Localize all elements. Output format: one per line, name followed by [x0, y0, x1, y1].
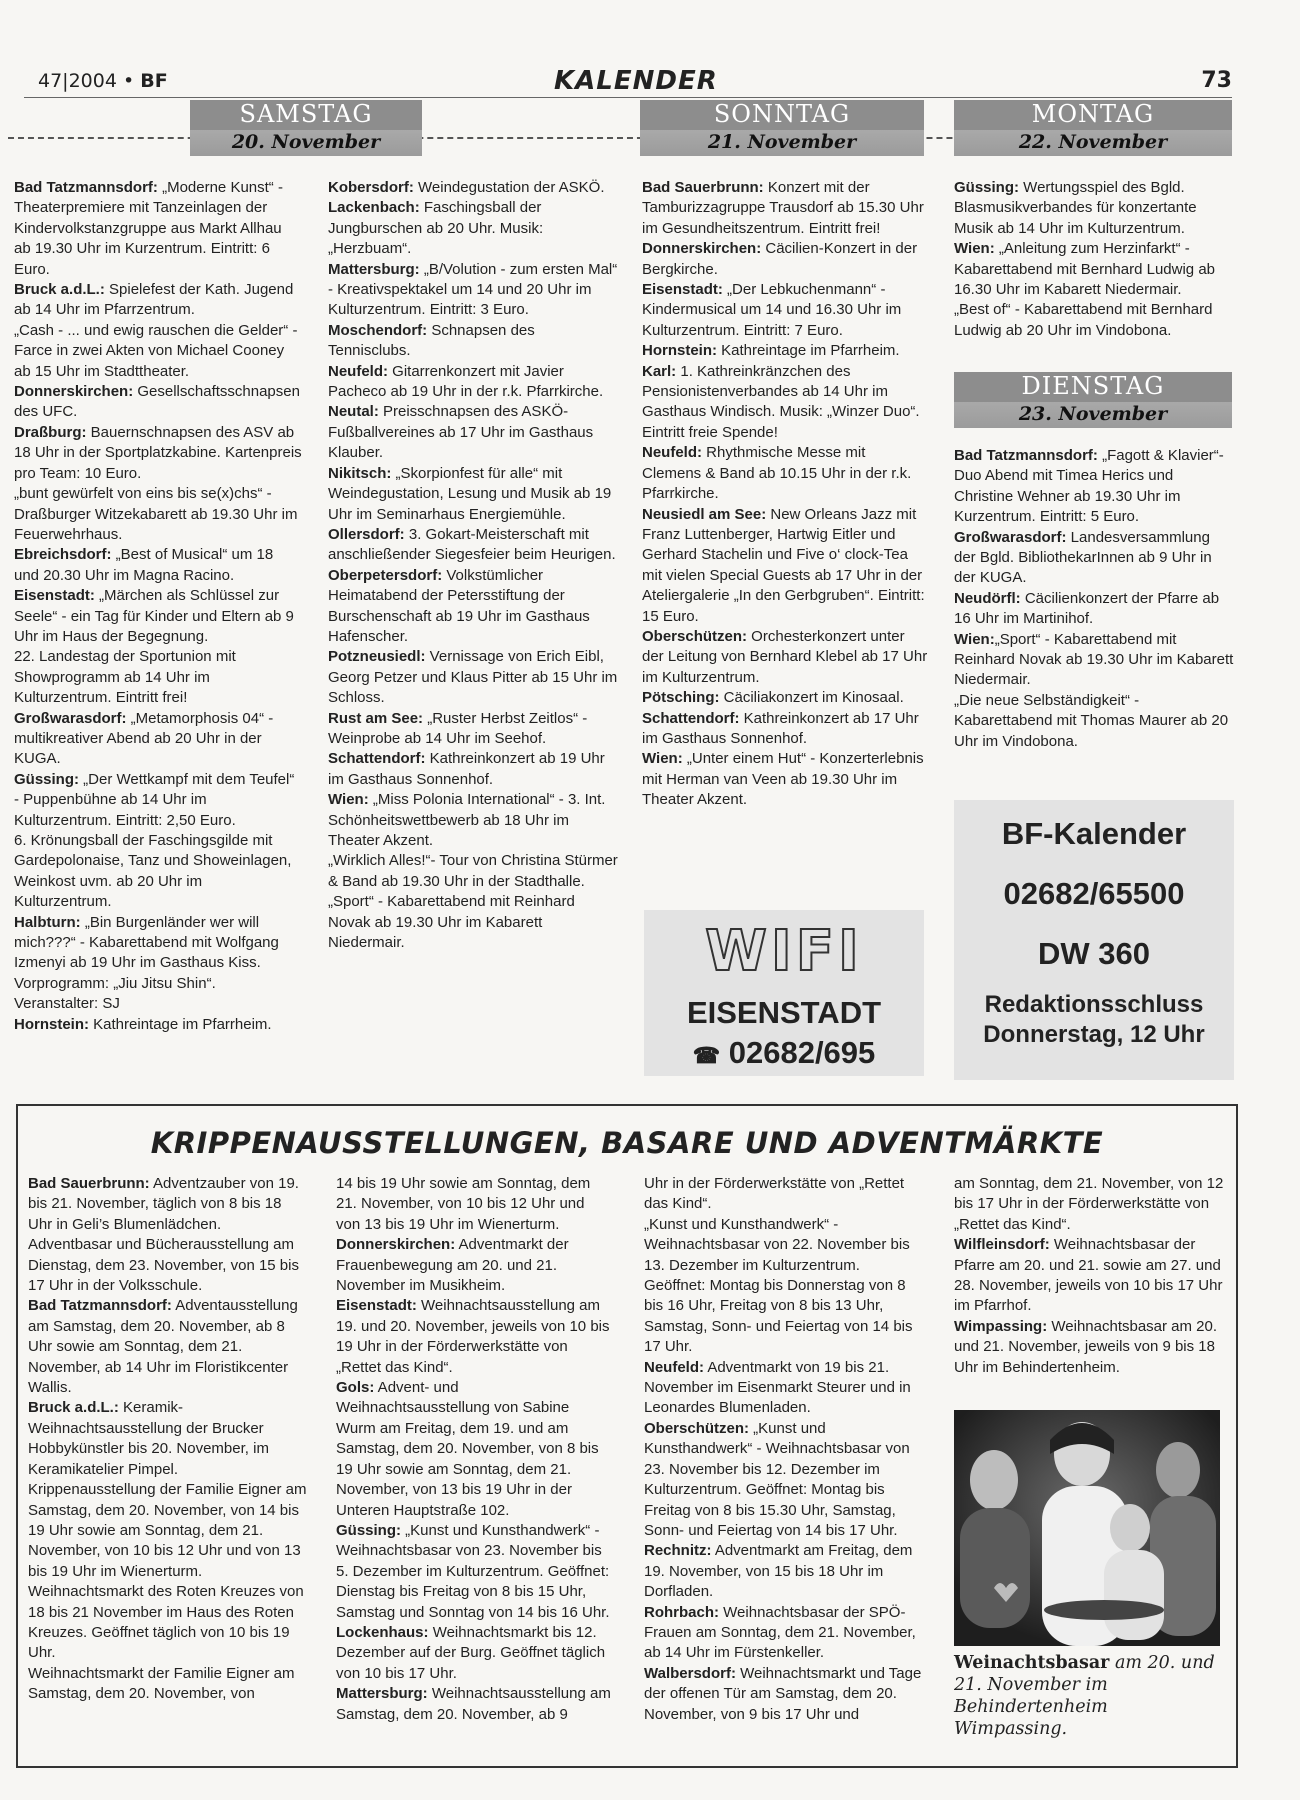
entry-place: Bad Tatzmannsdorf: — [954, 447, 1098, 464]
day-name: DIENSTAG — [1021, 372, 1165, 400]
calendar-entry — [336, 1235, 612, 1296]
calendar-entry — [14, 545, 302, 586]
entry-text: „Best of Musical“ um 18 und 20.30 Uhr im Magna Racino. — [14, 546, 274, 584]
day-band-tuesday — [954, 372, 1232, 428]
entry-text: Adventausstellung am Samstag, dem 20. November, ab 8 Uhr sowie am Sonntag, dem 21. November, ab 14 Uhr im Floristikcenter Wallis. — [28, 1297, 298, 1397]
calendar-entry — [336, 1623, 612, 1684]
entry-place: Wien: — [954, 240, 995, 258]
entry-text: Bauernschnapsen des ASV ab 18 Uhr in der Sportplatzkabine. Kartenpreis pro Team: 10 Euro. — [14, 423, 302, 482]
calendar-entry — [328, 402, 620, 463]
entry-text: Volkstümlicher Heimatabend der Petersstiftung der Burschenschaft ab 19 Uhr im Gasthaus Hafenscher. — [328, 566, 590, 645]
calendar-entry — [328, 851, 620, 892]
bf-kalender-phone: 02682/65500 — [1003, 876, 1185, 911]
sunday-column — [642, 178, 928, 811]
entry-text: Kathreintage im Pfarrheim. — [717, 342, 900, 360]
entry-place: Güssing: — [954, 179, 1020, 196]
advent-markets-title: KRIPPENAUSSTELLUNGEN, BASARE UND ADVENTMÄRKTE — [150, 1126, 1104, 1160]
entry-place: Neudörfl: — [954, 589, 1021, 607]
entry-text: Weihnachtsmarkt und Tage der offenen Tür am Samstag, dem 20. November, von 9 bis 17 Uhr und — [644, 1664, 922, 1723]
calendar-entry — [644, 1358, 924, 1419]
entry-text: Cäcilien-Konzert in der Bergkirche. — [642, 240, 918, 278]
page-title: KALENDER — [554, 66, 718, 96]
calendar-entry — [642, 341, 928, 361]
page-number: 73 — [1201, 68, 1232, 93]
entry-text: Adventzauber von 19. bis 21. November, täglich von 8 bis 18 Uhr in Geli’s Blumenlädchen. — [28, 1175, 299, 1233]
entry-text: Weihnachtsmarkt bis 12. Dezember auf der Burg. Geöffnet täglich von 10 bis 17 Uhr. — [336, 1623, 606, 1682]
calendar-entry — [954, 589, 1234, 630]
calendar-entry — [328, 709, 620, 750]
day-date: 20. November — [190, 130, 422, 156]
calendar-entry — [644, 1174, 924, 1215]
entry-text: „Unter einem Hut“ - Konzerterlebnis mit Herman van Veen ab 19.30 Uhr im Theater Akzent. — [642, 750, 924, 809]
entry-text: „Fagott & Klavier“- Duo Abend mit Timea Herics und Christine Wehner ab 19.30 Uhr im Kurzentrum. Eintritt: 5 Euro. — [954, 447, 1224, 526]
entry-text: Weihnachtsmarkt des Roten Kreuzes von 18 bis 21 November im Haus des Roten Kreuzes. Geöffnet täglich von 10 bis 19 Uhr. — [28, 1583, 304, 1662]
entry-place: Karl: — [642, 362, 677, 380]
entry-text: Landesversammlung der Bgld. BibliothekarInnen ab 9 Uhr in der KUGA. — [954, 528, 1212, 587]
calendar-entry — [14, 831, 302, 913]
entry-text: Kathreinkonzert ab 19 Uhr im Gasthaus Sonnenhof. — [328, 750, 605, 788]
day-name: SAMSTAG — [239, 100, 373, 128]
calendar-entry — [954, 1235, 1226, 1317]
tuesday-column — [954, 446, 1234, 752]
entry-text: Orchesterkonzert unter der Leitung von Bernhard Klebel ab 17 Uhr im Kulturzentrum. — [642, 627, 928, 686]
entry-place: Eisenstadt: — [336, 1297, 417, 1315]
day-date: 21. November — [640, 130, 924, 156]
entry-text: „Cash - ... und ewig rauschen die Gelder“ - Farce in zwei Akten von Michael Cooney ab 15 Uhr im Stadttheater. — [14, 321, 298, 380]
calendar-entry — [28, 1398, 308, 1480]
entry-text: Weihnachtsbasar der Pfarre am 20. und 21. sowie am 27. und 28. November, jeweils von 10 bis 17 Uhr im Pfarrhof. — [954, 1236, 1223, 1315]
entry-text: Cäcilienkonzert der Pfarre ab 16 Uhr im Martinihof. — [954, 589, 1220, 628]
calendar-entry — [14, 423, 302, 484]
entry-place: Wien: — [954, 630, 995, 648]
calendar-entry — [644, 1664, 924, 1725]
calendar-entry — [642, 239, 928, 280]
calendar-entry — [954, 300, 1234, 341]
entry-text: 22. Landestag der Sportunion mit Showprogramm ab 14 Uhr im Kulturzentrum. Eintritt frei! — [14, 648, 236, 707]
entry-place: Nikitsch: — [328, 464, 392, 482]
calendar-entry — [28, 1664, 308, 1705]
entry-place: Bad Sauerbrunn: — [642, 179, 764, 196]
entry-text: Vernissage von Erich Eibl, Georg Petzer und Klaus Pitter ab 15 Uhr im Schloss. — [328, 648, 618, 707]
entry-text: Weihnachtsausstellung am Samstag, dem 20. November, ab 9 — [336, 1685, 611, 1723]
day-date: 23. November — [954, 402, 1232, 428]
entry-place: Güssing: — [336, 1521, 402, 1539]
entry-text: 6. Krönungsball der Faschingsgilde mit Gardepolonaise, Tanz und Showeinlagen, Weinkost uvm. ab 20 Uhr im Kulturzentrum. — [14, 832, 292, 911]
calendar-entry — [954, 178, 1234, 239]
calendar-entry — [642, 688, 928, 708]
calendar-entry — [644, 1215, 924, 1358]
calendar-entry — [336, 1378, 612, 1521]
entry-place: Oberschützen: — [642, 627, 748, 645]
entry-text: „Kunst und Kunsthandwerk“ - Weihnachtsbasar von 22. November bis 13. Dezember im Kulturzentrum. Geöffnet: Montag bis Donnerstag von 8 bis 16 Uhr, Freitag von 8 bis 13 Uhr, Samstag, Sonn- und Feiertag von 14 bis 17 Uhr. — [644, 1215, 913, 1356]
entry-place: Kobersdorf: — [328, 179, 414, 196]
entry-text: New Orleans Jazz mit Franz Luttenberger, Hartwig Eitler und Gerhard Stachelin und Five o‘ clock-Tea mit vielen Special Guests ab 17 Uhr in der Ateliergalerie „In den Gerbgruben“. Eintritt: 15 Euro. — [642, 505, 925, 625]
calendar-entry — [328, 525, 620, 566]
day-band-monday — [954, 100, 1232, 156]
entry-text: „Anleitung zum Herzinfarkt“ - Kabarettabend mit Bernhard Ludwig ab 16.30 Uhr im Kabarett Niedermair. — [954, 240, 1216, 299]
entry-place: Großwarasdorf: — [14, 709, 127, 727]
entry-place: Ebreichsdorf: — [14, 546, 112, 564]
entry-place: Großwarasdorf: — [954, 528, 1067, 546]
entry-place: Bad Tatzmannsdorf: — [28, 1297, 172, 1315]
entry-text: Konzert mit der Tamburizzagruppe Trausdorf ab 15.30 Uhr im Gesundheitszentrum. Eintritt frei! — [642, 179, 924, 237]
entry-text: „Miss Polonia International“ - 3. Int. Schönheitswettbewerb ab 18 Uhr im Theater Akzent. — [328, 791, 606, 849]
calendar-entry — [328, 464, 620, 525]
calendar-entry — [954, 630, 1234, 691]
entry-text: „Best of“ - Kabarettabend mit Bernhard Ludwig ab 20 Uhr im Vindobona. — [954, 301, 1213, 339]
calendar-entry — [14, 647, 302, 708]
entry-place: Lackenbach: — [328, 199, 420, 217]
entry-text: 14 bis 19 Uhr sowie am Sonntag, dem 21. November, von 10 bis 12 Uhr und von 13 bis 19 Uhr im Wienerturm. — [336, 1175, 591, 1233]
entry-text: „Skorpionfest für alle“ mit Weindegustation, Lesung und Musik ab 19 Uhr im Seminarhaus Energiemühle. — [328, 464, 612, 523]
entry-text: Adventbasar und Bücherausstellung am Dienstag, dem 23. November, von 15 bis 17 Uhr in der Volksschule. — [28, 1236, 299, 1295]
day-name: SONNTAG — [713, 100, 851, 128]
advent-column-4 — [954, 1174, 1226, 1378]
calendar-entry — [642, 362, 928, 444]
monday-column — [954, 178, 1234, 341]
entry-place: Neufeld: — [642, 444, 702, 462]
entry-place: Bruck a.d.L.: — [14, 281, 105, 299]
entry-place: Neufeld: — [328, 362, 388, 380]
advent-column-1 — [28, 1174, 308, 1705]
calendar-entry — [14, 321, 302, 382]
entry-text: „bunt gewürfelt von eins bis se(x)chs“ - Draßburger Witzekabarett ab 19.30 Uhr im Feuerwehrhaus. — [14, 485, 298, 543]
entry-text: „Moderne Kunst“ - Theaterpremiere mit Tanzeinlagen der Kindervolkstanzgruppe aus Markt Allhau ab 19.30 Uhr im Kurzentrum. Eintritt: 6 Euro. — [14, 179, 283, 278]
calendar-entry — [954, 1317, 1226, 1378]
calendar-entry — [14, 913, 302, 1015]
entry-text: Uhr in der Förderwerkstätte von „Rettet das Kind“. — [644, 1175, 905, 1213]
entry-place: Pötsching: — [642, 689, 720, 707]
entry-place: Mattersburg: — [336, 1685, 428, 1703]
entry-place: Lockenhaus: — [336, 1623, 429, 1641]
photo-illustration — [954, 1410, 1220, 1646]
entry-place: Oberschützen: — [644, 1419, 750, 1437]
entry-text: Gitarrenkonzert mit Javier Pacheco ab 19 Uhr in der r.k. Pfarrkirche. — [328, 362, 604, 401]
header-rule — [24, 97, 1232, 98]
entry-text: Preisschnapsen des ASKÖ-Fußballvereines ab 17 Uhr im Gasthaus Klauber. — [328, 403, 594, 462]
calendar-entry — [954, 691, 1234, 752]
calendar-entry — [328, 892, 620, 953]
entry-place: Walbersdorf: — [644, 1664, 736, 1682]
calendar-entry — [328, 260, 620, 321]
entry-text: „B/Volution - zum ersten Mal“ - Kreativspektakel um 14 und 20 Uhr im Kulturzentrum. Eintritt: 3 Euro. — [328, 260, 618, 319]
calendar-entry — [336, 1174, 612, 1235]
entry-text: Keramik-Weihnachtsausstellung der Brucker Hobbykünstler bis 20. November, im Keramikatelier Pimpel. — [28, 1399, 269, 1478]
advent-column-2 — [336, 1174, 612, 1725]
entry-place: Rust am See: — [328, 709, 424, 727]
entry-text: Kathreinkonzert ab 17 Uhr im Gasthaus Sonnenhof. — [642, 709, 919, 747]
entry-text: „Ruster Herbst Zeitlos“ - Weinprobe ab 14 Uhr im Seehof. — [328, 709, 588, 747]
calendar-entry — [644, 1541, 924, 1602]
entry-text: Wertungsspiel des Bgld. Blasmusikverbandes für konzertante Musik ab 14 Uhr im Kulturzentrum. — [954, 179, 1197, 237]
photo-caption: Weinachtsbasar am 20. und 21. November im Behindertenheim Wimpassing. — [954, 1653, 1215, 1739]
entry-text: Advent- und Weihnachtsausstellung von Sabine Wurm am Freitag, dem 19. und am Samstag, dem 20. November, von 8 bis 19 Uhr sowie am Sonntag, dem 21. November, von 13 bis 19 Uhr in der Unteren Hauptstraße 102. — [336, 1379, 599, 1519]
calendar-entry — [336, 1521, 612, 1623]
calendar-entry — [336, 1296, 612, 1378]
wifi-city: EISENSTADT — [686, 995, 882, 1030]
calendar-entry — [328, 790, 620, 851]
entry-place: Wimpassing: — [954, 1317, 1048, 1335]
entry-place: Donnerskirchen: — [14, 383, 134, 401]
entry-text: Weihnachtsbasar am 20. und 21. November, jeweils von 9 bis 18 Uhr im Behindertenheim. — [954, 1317, 1218, 1376]
day-band-saturday — [190, 100, 422, 156]
entry-text: Rhythmische Messe mit Clemens & Band ab 10.15 Uhr in der r.k. Pfarrkirche. — [642, 444, 912, 503]
entry-text: „Der Lebkuchenmann“ - Kindermusical um 14 und 16.30 Uhr im Kulturzentrum. Eintritt: 7 Euro. — [642, 281, 902, 339]
calendar-entry — [336, 1684, 612, 1725]
entry-place: Wilfleinsdorf: — [954, 1236, 1050, 1254]
day-name: MONTAG — [1031, 100, 1155, 128]
entry-place: Potzneusiedl: — [328, 648, 426, 666]
calendar-entry — [328, 647, 620, 708]
day-date: 22. November — [954, 130, 1232, 156]
calendar-entry — [644, 1419, 924, 1541]
entry-text: Weihnachtsausstellung am 19. und 20. November, jeweils von 10 bis 19 Uhr in der Förderwerkstätte von „Rettet das Kind“. — [336, 1297, 610, 1376]
saturday-column-1 — [14, 178, 302, 1035]
entry-place: Hornstein: — [642, 342, 717, 360]
calendar-entry — [328, 198, 620, 259]
entry-place: Rechnitz: — [644, 1542, 712, 1560]
entry-text: „Märchen als Schlüssel zur Seele“ - ein Tag für Kinder und Eltern ab 9 Uhr im Haus der Begegnung. — [14, 587, 294, 645]
entry-place: Moschendorf: — [328, 321, 428, 339]
entry-place: Mattersburg: — [328, 260, 420, 278]
day-band-sunday — [640, 100, 924, 156]
calendar-entry — [328, 362, 620, 403]
entry-text: „Die neue Selbständigkeit“ - Kabarettabend mit Thomas Maurer ab 20 Uhr im Vindobona. — [954, 691, 1229, 750]
entry-place: Neusiedl am See: — [642, 505, 767, 523]
wifi-logo: WIFI — [705, 919, 863, 984]
entry-place: Bad Tatzmannsdorf: — [14, 179, 158, 196]
entry-place: Halbturn: — [14, 913, 81, 931]
calendar-entry — [642, 709, 928, 750]
entry-text: 1. Kathreinkränzchen des Pensionistenverbandes ab 14 Uhr im Gasthaus Windisch. Musik: „Winzer Duo“. Eintritt freie Spende! — [642, 362, 920, 441]
entry-text: Cäciliakonzert im Kinosaal. — [719, 689, 904, 707]
calendar-entry — [644, 1603, 924, 1664]
entry-place: Rohrbach: — [644, 1603, 719, 1621]
calendar-entry — [14, 586, 302, 647]
entry-text: „Wirklich Alles!“- Tour von Christina Stürmer & Band ab 19.30 Uhr in der Stadthalle. — [328, 852, 618, 890]
entry-text: Adventmarkt am Freitag, dem 19. November, von 15 bis 18 Uhr im Dorfladen. — [644, 1542, 913, 1601]
entry-place: Donnerskirchen: — [642, 240, 762, 258]
calendar-entry — [642, 443, 928, 504]
entry-place: Oberpetersdorf: — [328, 566, 443, 584]
calendar-entry — [14, 178, 302, 280]
entry-place: Schattendorf: — [328, 750, 426, 768]
entry-place: Wien: — [328, 791, 369, 809]
calendar-entry — [28, 1296, 308, 1398]
telephone-icon: ☎ — [692, 1043, 721, 1068]
entry-place: Eisenstadt: — [14, 587, 95, 605]
calendar-entry — [642, 749, 928, 810]
entry-text: Weihnachtsmarkt der Familie Eigner am Samstag, dem 20. November, von — [28, 1664, 295, 1703]
entry-place: Bruck a.d.L.: — [28, 1399, 119, 1417]
calendar-entry — [642, 505, 928, 627]
bf-deadline-day: Donnerstag, 12 Uhr — [983, 1021, 1205, 1048]
bf-deadline-label: Redaktionsschluss — [984, 991, 1204, 1018]
calendar-entry — [14, 1015, 302, 1035]
calendar-entry — [28, 1582, 308, 1664]
entry-text: „Sport“ - Kabarettabend mit Reinhard Novak ab 19.30 Uhr im Kabarett Niedermair. — [954, 630, 1234, 689]
bf-kalender-advertisement — [954, 800, 1234, 1080]
issue-number: 47|2004 • BF — [38, 70, 168, 92]
entry-place: Ollersdorf: — [328, 525, 405, 543]
entry-place: Eisenstadt: — [642, 281, 723, 299]
bf-kalender-dw: DW 360 — [1038, 936, 1150, 971]
photo-wimpassing-bazaar — [954, 1410, 1220, 1646]
entry-place: Schattendorf: — [642, 709, 740, 727]
entry-text: „Kunst und Kunsthandwerk“ - Weihnachtsbasar von 23. November bis 5. Dezember im Kulturzentrum. Geöffnet: Dienstag bis Freitag von 8 bis 15 Uhr, Samstag und Sonntag von 14 bis 16 Uhr. — [336, 1521, 610, 1621]
entry-text: „Kunst und Kunsthandwerk“ - Weihnachtsbasar von 23. November bis 12. Dezember im Kulturzentrum. Geöffnet: Montag bis Freitag von 8 bis 15.30 Uhr, Samstag, Sonn- und Feiertag von 14 bis 17 Uhr. — [644, 1419, 910, 1539]
calendar-entry — [14, 484, 302, 545]
page-header — [24, 68, 1232, 98]
entry-text: Weihnachtsbasar der SPÖ-Frauen am Sonntag, dem 21. November, ab 14 Uhr im Fürstenkeller. — [644, 1603, 916, 1662]
calendar-entry — [642, 178, 928, 239]
entry-text: „Der Wettkampf mit dem Teufel“ - Puppenbühne ab 14 Uhr im Kulturzentrum. Eintritt: 2,50 Euro. — [14, 770, 295, 829]
bf-kalender-title: BF-Kalender — [1001, 816, 1187, 851]
calendar-entry — [328, 566, 620, 648]
entry-text: „Metamorphosis 04“ - multikreativer Abend ab 20 Uhr in der KUGA. — [14, 709, 274, 768]
calendar-entry — [328, 321, 620, 362]
entry-text: Faschingsball der Jungburschen ab 20 Uhr. Musik: „Herzbuam“. — [328, 199, 544, 258]
calendar-entry — [14, 709, 302, 770]
entry-text: Gesellschaftsschnapsen des UFC. — [14, 383, 300, 421]
calendar-entry — [954, 446, 1234, 528]
entry-text: Adventmarkt von 19 bis 21. November im Eisenmarkt Steurer und in Leonardes Blumenladen. — [644, 1358, 911, 1417]
calendar-entry — [28, 1174, 308, 1235]
entry-text: Spielefest der Kath. Jugend ab 14 Uhr im Pfarrzentrum. — [14, 281, 294, 319]
entry-text: Adventmarkt der Frauenbewegung am 20. und 21. November im Musikheim. — [336, 1236, 569, 1295]
entry-text: Kathreintage im Pfarrheim. — [89, 1015, 272, 1033]
calendar-entry — [642, 627, 928, 688]
entry-place: Hornstein: — [14, 1015, 89, 1033]
entry-text: 3. Gokart-Meisterschaft mit anschließender Siegesfeier beim Heurigen. — [328, 525, 616, 564]
entry-place: Draßburg: — [14, 423, 87, 441]
advent-column-3 — [644, 1174, 924, 1725]
entry-place: Neufeld: — [644, 1358, 704, 1376]
calendar-entry — [28, 1235, 308, 1296]
entry-place: Güssing: — [14, 770, 80, 788]
entry-text: Krippenausstellung der Familie Eigner am Samstag, dem 20. November, von 14 bis 19 Uhr sowie am Sonntag, dem 21. November, von 10 bis 12 Uhr und von 13 bis 19 Uhr im Wienerturm. — [28, 1481, 307, 1580]
entry-text: Weindegustation der ASKÖ. — [413, 179, 605, 196]
calendar-entry — [14, 382, 302, 423]
entry-text: „Sport“ - Kabarettabend mit Reinhard Novak ab 19.30 Uhr im Kabarett Niedermair. — [328, 893, 575, 952]
calendar-entry — [328, 749, 620, 790]
entry-text: Schnapsen des Tennisclubs. — [328, 321, 535, 360]
entry-place: Gols: — [336, 1379, 375, 1397]
calendar-entry — [642, 280, 928, 341]
saturday-column-2 — [328, 178, 620, 953]
entry-text: am Sonntag, dem 21. November, von 12 bis 17 Uhr in der Förderwerkstätte von „Rettet das Kind“. — [954, 1175, 1224, 1233]
calendar-entry — [954, 1174, 1226, 1235]
calendar-entry — [328, 178, 620, 198]
entry-place: Wien: — [642, 750, 683, 768]
calendar-entry — [954, 239, 1234, 300]
calendar-entry — [14, 770, 302, 831]
calendar-entry — [14, 280, 302, 321]
calendar-entry — [954, 528, 1234, 589]
entry-place: Neutal: — [328, 403, 379, 421]
wifi-advertisement — [644, 910, 924, 1076]
entry-text: „Bin Burgenländer wer will mich???“ - Kabarettabend mit Wolfgang Izmenyi ab 19 Uhr im Gasthaus Kiss. Vorprogramm: „Jiu Jitsu Shin“. Veranstalter: SJ — [14, 913, 279, 1013]
wifi-phone: ☎ 02682/695 — [692, 1035, 876, 1070]
calendar-entry — [28, 1480, 308, 1582]
entry-place: Bad Sauerbrunn: — [28, 1175, 150, 1192]
entry-place: Donnerskirchen: — [336, 1236, 456, 1254]
